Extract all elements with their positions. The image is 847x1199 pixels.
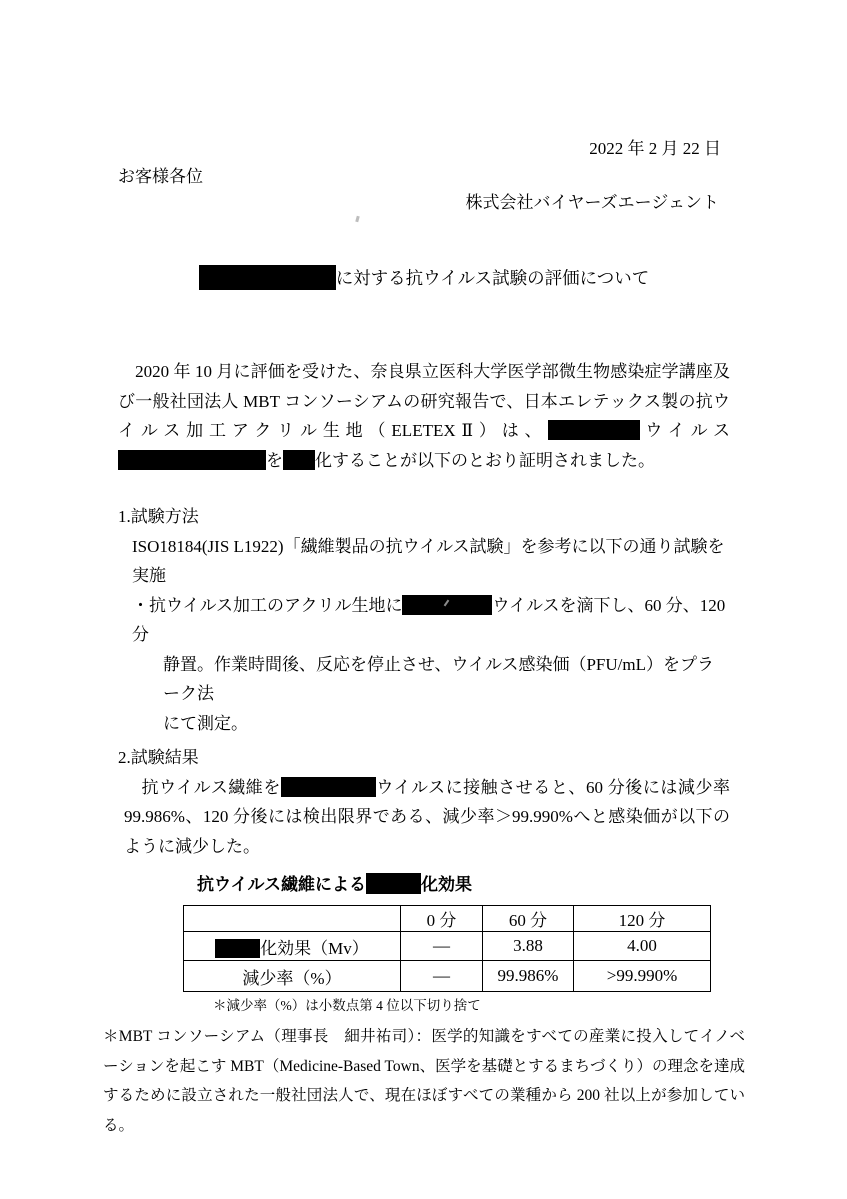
table-row-reduction xyxy=(184,961,711,992)
section-1-heading: 1.試験方法 xyxy=(118,507,199,526)
redaction-box-title xyxy=(199,265,336,290)
intro-text-3: を xyxy=(266,450,283,470)
method-iso-line: ISO18184(JIS L1922)「繊維製品の抗ウイルス試験」を参考に以下の通り試験を実施 xyxy=(132,536,725,585)
table-title-text-1: 抗ウイルス繊維による xyxy=(197,875,366,894)
table-cell: 4.00 xyxy=(574,932,711,961)
table-title xyxy=(197,873,730,897)
table-cell: >99.990% xyxy=(574,961,711,992)
redaction-box-effect xyxy=(283,450,315,470)
salutation: お客様各位 xyxy=(118,167,203,186)
redaction-box-row-label xyxy=(215,939,260,958)
redaction-box-method-virus xyxy=(402,595,492,615)
results-table xyxy=(183,905,711,992)
table-header-120min: 120 分 xyxy=(574,906,711,932)
redaction-box-table-title xyxy=(366,873,421,894)
intro-paragraph xyxy=(118,357,730,475)
intro-text-4: 化することが以下のとおり証明されました。 xyxy=(315,450,655,470)
table-footnote: ＊減少率（%）は小数点第 4 位以下切り捨て xyxy=(213,998,481,1013)
company-name: 株式会社バイヤーズエージェント xyxy=(465,193,719,212)
table-row-effect-label-text: 化効果（Mv） xyxy=(260,938,369,958)
table-cell: ― xyxy=(401,961,483,992)
redaction-box-virus-name xyxy=(118,450,266,470)
method-bullet-text-1: ・抗ウイルス加工のアクリル生地に xyxy=(132,595,403,615)
table-title-text-2: 化効果 xyxy=(420,875,472,894)
method-line-4: にて測定。 xyxy=(163,713,248,733)
table-row-reduction-label: 減少率（%） xyxy=(184,961,401,992)
document-date: 2022 年 2 月 22 日 xyxy=(589,139,721,158)
mbt-footnote: ＊MBT コンソーシアム（理事長 細井祐司）：医学的知識をすべての産業に投入してイノベーションを起こす MBT（Medicine-Based Town、医学を基礎とするまちづくり）の理念を達成するために設立された一般社団法人で、現在ほぼすべての業種から 200 社以上が参加している。 xyxy=(103,1028,745,1134)
section-2-heading: 2.試験結果 xyxy=(118,748,199,767)
document-title-text: に対する抗ウイルス試験の評価について xyxy=(335,268,650,288)
table-cell: 3.88 xyxy=(483,932,574,961)
results-text-1: 抗ウイルス繊維を xyxy=(124,777,281,797)
results-paragraph xyxy=(118,773,730,862)
table-row-effect xyxy=(184,932,711,961)
table-header-0min: 0 分 xyxy=(401,906,483,932)
table-cell: 99.986% xyxy=(483,961,574,992)
redaction-box-results-virus xyxy=(281,777,376,797)
table-header-row xyxy=(184,906,711,932)
results-text-2: ウイルスに接触させると、60 分後には減少率99.986%、120 分後には検出限界である、減少率＞99.990%へと感染価が以下のように減少した。 xyxy=(124,777,731,856)
table-header-60min: 60 分 xyxy=(483,906,574,932)
table-row-effect-label xyxy=(184,932,401,961)
method-bullet-text-2: ウイルスを滴下し、60 分、120 分 xyxy=(132,595,726,644)
document-title xyxy=(118,265,730,291)
table-header-empty xyxy=(184,906,401,932)
method-bullet-line xyxy=(118,591,730,650)
intro-text-2: ウイルス xyxy=(639,421,730,440)
redaction-box-virus-type xyxy=(548,420,640,440)
method-line-3: 静置。作業時間後、反応を停止させ、ウイルス感染価（PFU/mL）をプラーク法 xyxy=(163,654,714,703)
table-cell: ― xyxy=(401,932,483,961)
intro-text-1: 2020 年 10 月に評価を受けた、奈良県立医科大学医学部微生物感染症学講座及び一般社団法人 MBT コンソーシアムの研究報告で、日本エレテックス製の抗ウイルス加工アクリル生地（ELETEXⅡ）は、 xyxy=(118,362,730,440)
